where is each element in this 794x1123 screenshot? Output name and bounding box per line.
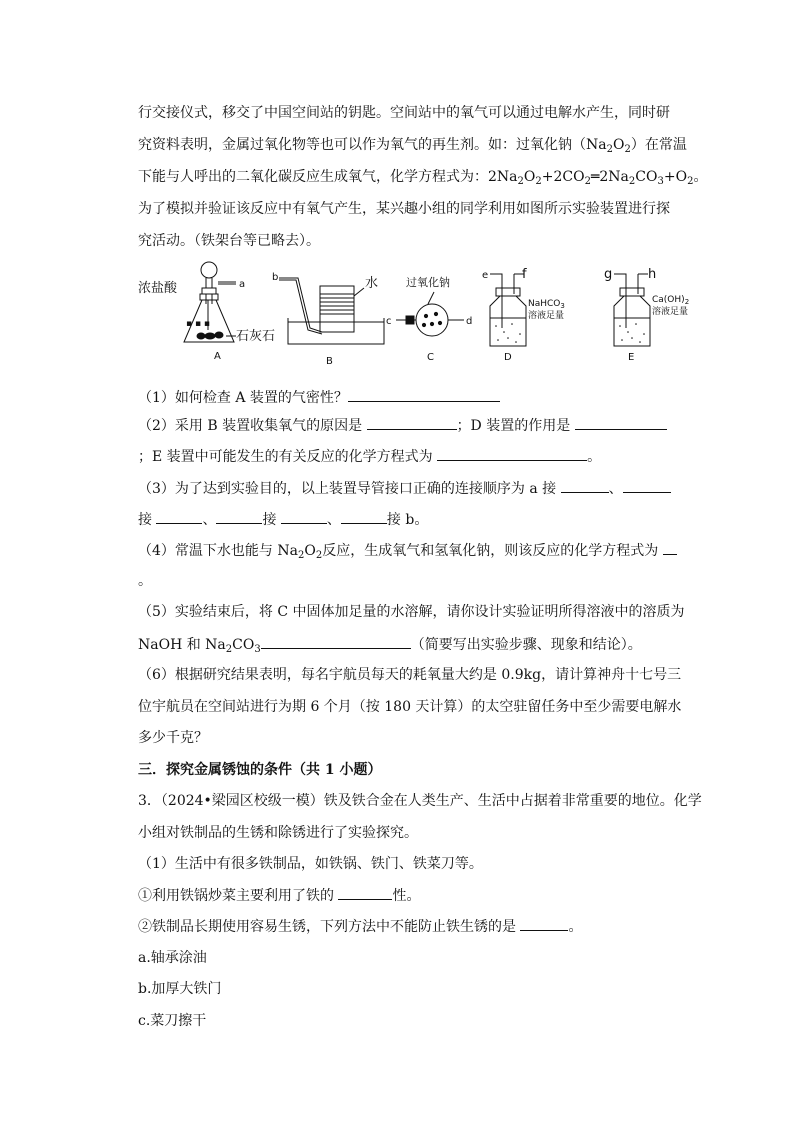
label-e-solution: 溶液足量	[652, 307, 689, 317]
answer-blank-1[interactable]	[348, 387, 500, 402]
option-a: a.轴承涂油	[138, 950, 207, 966]
section-3-problem-line2: 小组对铁制品的生锈和除锈进行了实验探究。	[138, 825, 418, 841]
answer-blank-2c[interactable]	[437, 446, 587, 461]
question-6-cont2: 多少千克？	[138, 730, 208, 746]
section-3-sub1b: ②铁制品长期使用容易生锈，下列方法中不能防止铁生锈的是 。	[138, 916, 582, 937]
answer-blank-3e[interactable]	[281, 509, 327, 524]
answer-blank-2a[interactable]	[367, 415, 457, 430]
intro-line-2: 究资料表明，金属过氧化物等也可以作为氧气的再生剂。如：过氧化钠$(Na_2O_2)$在常温	[138, 137, 687, 155]
apparatus-figure	[138, 258, 690, 370]
label-e: E	[628, 352, 635, 363]
question-2: （2）采用 B 装置收集氧气的原因是 ；D 装置的作用是	[138, 415, 667, 436]
port-d: d	[466, 316, 473, 327]
question-2-cont: ；E 装置中可能发生的有关反应的化学方程式为 。	[138, 446, 601, 467]
section-3-problem-line1: 3．（2024•梁园区校级一模）铁及铁合金在人类生产、生活中占据着非常重要的地位。化学	[138, 793, 702, 809]
question-4-cont: 。	[138, 573, 152, 589]
question-6-cont1: 位宇航员在空间站进行为期 6 个月（按 180 天计算）的太空驻留任务中至少需要电解水	[138, 699, 682, 715]
question-5-cont: NaOH 和 $Na_2CO_3$ （简要写出实验步骤、现象和结论）。	[138, 634, 642, 655]
apparatus-c	[386, 275, 472, 363]
answer-blank-s1b[interactable]	[520, 916, 568, 931]
section-3-sub1: （1）生活中有很多铁制品，如铁锅、铁门、铁菜刀等。	[138, 856, 483, 872]
question-4: （4）常温下水也能与 $Na_2O_2$反应，生成氧气和氢氧化钠，则该反应的化学方程式为	[138, 540, 677, 561]
answer-blank-4[interactable]	[663, 540, 677, 555]
intro-line-5: 究活动。（铁架台等已略去）。	[138, 233, 320, 249]
question-5: （5）实验结束后，将 C 中固体加足量的水溶解，请你设计实验证明所得溶液中的溶质为	[138, 604, 685, 620]
label-d: D	[504, 352, 512, 363]
answer-blank-5[interactable]	[261, 634, 411, 649]
port-g: g	[604, 267, 613, 282]
option-c: c.菜刀擦干	[138, 1013, 207, 1029]
answer-blank-s1a[interactable]	[338, 885, 392, 900]
label-a: A	[214, 351, 221, 362]
port-a: a	[239, 279, 246, 290]
answer-blank-3b[interactable]	[623, 478, 671, 493]
section-3-sub1a: ①利用铁锅炒菜主要利用了铁的 性。	[138, 885, 420, 906]
option-b: b.加厚大铁门	[138, 981, 222, 997]
apparatus-a	[138, 262, 275, 362]
question-3: （3）为了达到实验目的，以上装置导管接口正确的连接顺序为 a 接 、	[138, 478, 671, 499]
port-f: f	[522, 267, 527, 282]
apparatus-b	[272, 272, 384, 367]
apparatus-e	[604, 267, 689, 363]
port-h: h	[648, 267, 657, 282]
port-c: c	[386, 316, 392, 327]
svg-text:▪ ▪ ▪: ▪ ▪ ▪	[186, 319, 211, 329]
port-e: e	[482, 270, 489, 281]
answer-blank-3f[interactable]	[341, 509, 387, 524]
intro-line-1: 行交接仪式，移交了中国空间站的钥匙。空间站中的氧气可以通过电解水产生，同时研	[138, 105, 670, 121]
question-6: （6）根据研究结果表明，每名宇航员每天的耗氧量大约是 0.9kg，请计算神舟十七号三	[138, 667, 682, 683]
question-1: （1）如何检查 A 装置的气密性？	[138, 387, 500, 408]
label-b: B	[326, 356, 333, 367]
question-3-cont: 接 、 接 、 接 b。	[138, 509, 428, 530]
answer-blank-3a[interactable]	[561, 478, 609, 493]
intro-line-3: 下能与人呼出的二氧化碳反应生成氧气，化学方程式为：$2Na_2O_2+2CO_2═2Na_2CO_3+O_2$。	[138, 169, 708, 187]
section-3-title: 三．探究金属锈蚀的条件（共 1 小题）	[138, 762, 382, 778]
label-c: C	[427, 352, 434, 363]
label-sodium-peroxide: 过氧化钠	[406, 276, 450, 289]
intro-line-4: 为了模拟并验证该反应中有氧气产生，某兴趣小组的同学利用如图所示实验装置进行探	[138, 201, 670, 217]
label-water: 水	[365, 276, 379, 291]
label-conc-hcl: 浓盐酸	[138, 281, 178, 296]
label-d-solution: 溶液足量	[528, 311, 565, 321]
label-limestone: 石灰石	[236, 329, 276, 344]
answer-blank-2b[interactable]	[575, 415, 667, 430]
apparatus-d	[482, 267, 565, 363]
port-b: b	[272, 272, 279, 283]
label-nahco3: NaHCO$_3$	[528, 299, 565, 310]
answer-blank-3c[interactable]	[156, 509, 202, 524]
answer-blank-3d[interactable]	[216, 509, 262, 524]
label-caoh2: $Ca(OH)_2$	[652, 295, 690, 306]
